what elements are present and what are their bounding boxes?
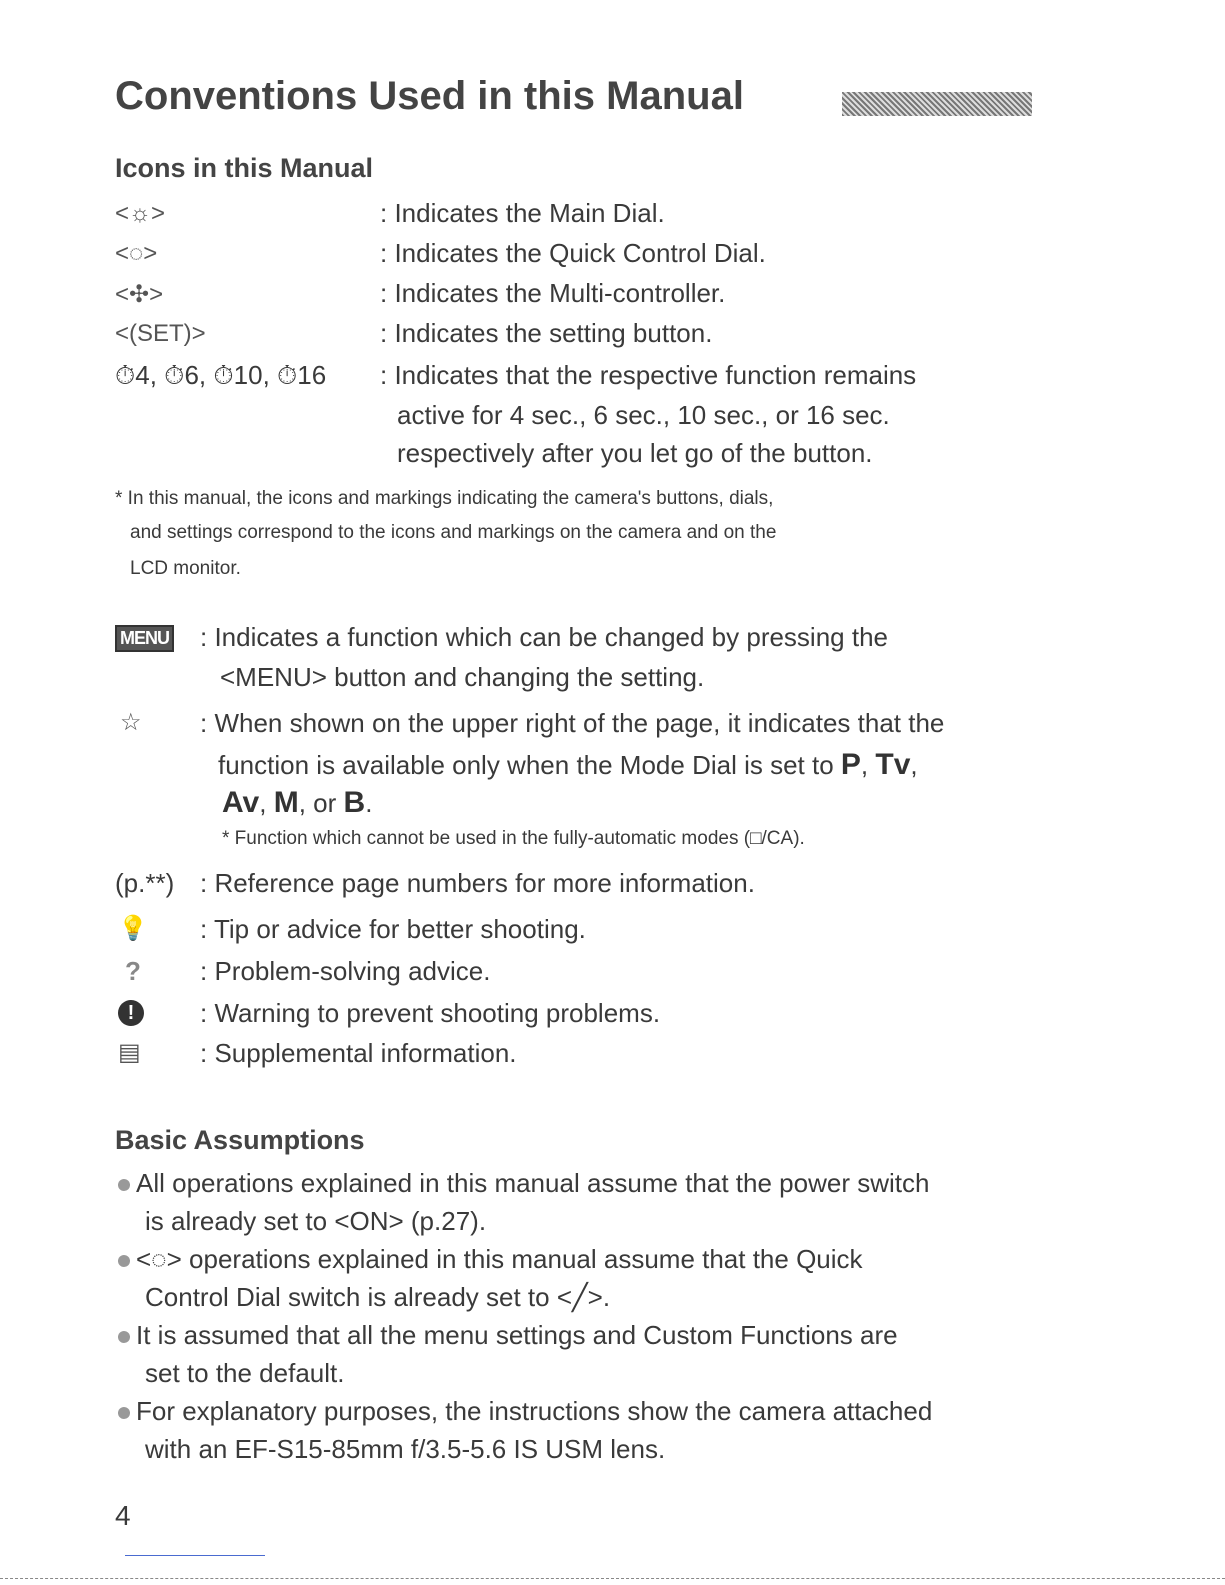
or-text: or <box>313 788 337 818</box>
star-note: * Function which cannot be used in the fully-automatic modes (□/CA). <box>222 828 805 849</box>
row-text: active for 4 sec., 6 sec., 10 sec., or 16 sec. <box>397 400 890 430</box>
assumption-text: It is assumed that all the menu settings and Custom Functions are <box>136 1320 898 1350</box>
note-text: and settings correspond to the icons and markings on the camera and on the <box>130 522 777 543</box>
assumptions-heading: Basic Assumptions <box>115 1125 365 1155</box>
row-text: respectively after you let go of the button. <box>397 438 873 468</box>
bullet-icon <box>118 1179 130 1191</box>
assumption-text: is already set to <ON> (p.27). <box>145 1206 487 1236</box>
row-text: : Tip or advice for better shooting. <box>200 914 586 944</box>
tip-bulb-icon: 💡 <box>118 915 148 942</box>
row-text: : Indicates the setting button. <box>380 318 713 348</box>
mode-tv: Tv <box>875 748 911 781</box>
row-text: : When shown on the upper right of the page, it indicates that the <box>200 708 945 738</box>
warning-icon: ! <box>118 1000 144 1026</box>
mode-m: M <box>273 786 299 819</box>
star-icon: ☆ <box>120 709 142 736</box>
bullet-icon <box>118 1255 130 1267</box>
page-bottom-rule <box>0 1578 1225 1579</box>
assumption-text: with an EF-S15-85mm f/3.5-5.6 IS USM lens. <box>145 1434 666 1464</box>
row-text: : Supplemental information. <box>200 1038 517 1068</box>
row-text: : Indicates the Quick Control Dial. <box>380 238 766 268</box>
link-underline <box>125 1555 265 1556</box>
row-text: function is available only when the Mode Dial is set to <box>218 750 834 780</box>
assumption-text: For explanatory purposes, the instructions show the camera attached <box>136 1396 933 1426</box>
row-text: : Indicates the Multi-controller. <box>380 278 726 308</box>
mode-b: B <box>343 786 366 819</box>
row-text: : Indicates the Main Dial. <box>380 198 665 228</box>
mode-p: P <box>840 748 861 781</box>
mode-av: Av <box>222 786 260 819</box>
multi-controller-icon: <✣> <box>115 281 164 308</box>
manual-page: Conventions Used in this Manual Icons in this Manual <☼> : Indicates the Main Dial. <◌> : Indicates the Quick Control Dial. <✣> : Indicates the Multi-controller. <(SET)> : Indicates the setting button. ⏱4, ⏱6, ⏱10, ⏱16 : Indicates that the respective function remains active for 4 sec., 6 sec., 10 sec., or 16 sec. respectively after you let go of the button. * In this manual, the icons and markings indicating the camera's buttons, dials, and settings correspond to the icons and markings on the camera and on the LCD monitor. MENU : Indicates a function which can be changed by pressing the <MENU> button and changing the setting. ☆ : When shown on the upper right of the page, it indicates that the function is available only when the Mode Dial is set to P, Tv, Av, M, or B. * Function which cannot be used in the fully-automatic modes (□/CA). (p.**) : Reference page numbers for more information. 💡 : Tip or advice for better shooting. ? : Problem-solving advice. ! : Warning to prevent shooting problems. ▤ : Supplemental information. Basic Assumptions All operations explained in this manual assume that the power switch is already set to <ON> (p.27). <◌> operations explained in this manual assume that the Quick Control Dial switch is already set to <╱>. It is assumed that all the menu settings and Custom Functions are set to the default. For explanatory purposes, the instructions show the camera attached with an EF-S15-85mm f/3.5-5.6 IS USM lens. 4 <box>0 0 1225 1585</box>
question-icon: ? <box>125 956 141 986</box>
bullet-icon <box>118 1407 130 1419</box>
page-number: 4 <box>115 1500 131 1531</box>
page-title: Conventions Used in this Manual <box>115 74 744 118</box>
main-dial-icon: <☼> <box>115 200 166 227</box>
note-text: * In this manual, the icons and markings indicating the camera's buttons, dials, <box>115 488 774 509</box>
assumption-text: <◌> operations explained in this manual assume that the Quick <box>136 1244 863 1274</box>
page-reference-icon: (p.**) <box>115 868 175 898</box>
icons-heading: Icons in this Manual <box>115 153 374 183</box>
row-text: : Reference page numbers for more information. <box>200 868 755 898</box>
assumption-text: Control Dial switch is already set to <╱>. <box>145 1282 611 1312</box>
menu-icon: MENU <box>115 625 174 652</box>
row-text: <MENU> button and changing the setting. <box>220 662 705 692</box>
row-text: : Indicates that the respective function remains <box>380 360 917 390</box>
assumption-text: set to the default. <box>145 1358 345 1388</box>
quick-control-dial-icon: <◌> <box>115 240 158 267</box>
title-decoration-bar <box>842 92 1032 116</box>
row-text: : Warning to prevent shooting problems. <box>200 998 661 1028</box>
bullet-icon <box>118 1331 130 1343</box>
timer-icons: ⏱4, ⏱6, ⏱10, ⏱16 <box>115 360 327 390</box>
row-text: : Problem-solving advice. <box>200 956 491 986</box>
note-text: LCD monitor. <box>130 558 241 579</box>
assumption-text: All operations explained in this manual assume that the power switch <box>136 1168 930 1198</box>
set-button-icon: <(SET)> <box>115 320 206 347</box>
supplemental-info-icon: ▤ <box>118 1039 141 1066</box>
row-text: : Indicates a function which can be changed by pressing the <box>200 622 888 652</box>
